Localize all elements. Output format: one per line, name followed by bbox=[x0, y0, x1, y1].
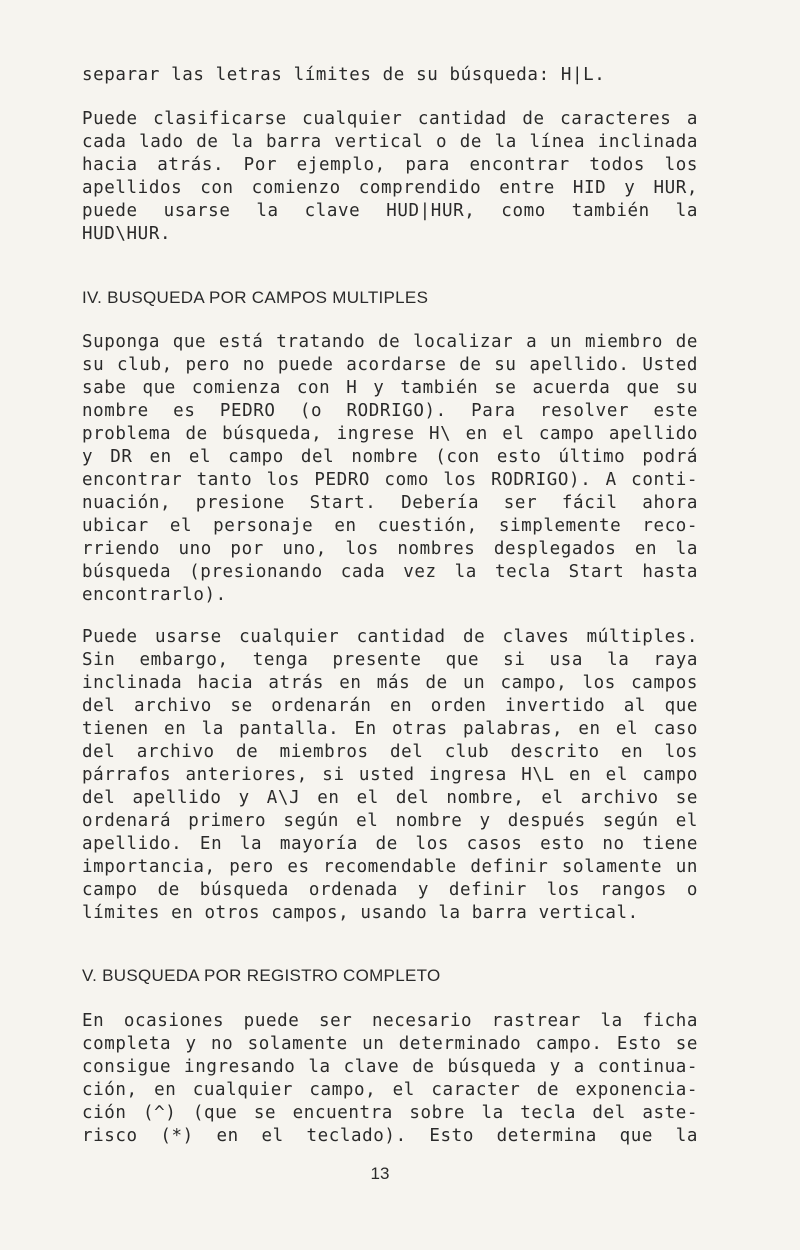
text-line: rriendo uno por uno, los nombres desplegados en la bbox=[82, 539, 698, 559]
text-line: campo de búsqueda ordenada y definir los rangos o bbox=[82, 880, 698, 900]
text-line: y DR en el campo del nombre (con esto último podrá bbox=[82, 447, 698, 467]
section-heading-v: V. BUSQUEDA POR REGISTRO COMPLETO bbox=[82, 966, 441, 985]
text-line: HUD\HUR. bbox=[82, 224, 172, 244]
text-line: Suponga que está tratando de localizar a un miembro de bbox=[82, 332, 698, 352]
text-line: del archivo se ordenarán en orden invertido al que bbox=[82, 696, 698, 716]
text-line: risco (*) en el teclado). Esto determina que la bbox=[82, 1126, 698, 1146]
text-line: Puede usarse cualquier cantidad de claves múltiples. bbox=[82, 627, 698, 647]
text-line: inclinada hacia atrás en más de un campo, los campos bbox=[82, 673, 698, 693]
text-line: ubicar el personaje en cuestión, simplemente reco- bbox=[82, 516, 698, 536]
text-line: En ocasiones puede ser necesario rastrear la ficha bbox=[82, 1011, 698, 1031]
text-line: sabe que comienza con H y también se acuerda que su bbox=[82, 378, 698, 398]
text-line: del archivo de miembros del club descrito en los bbox=[82, 742, 698, 762]
text-line: completa y no solamente un determinado campo. Esto se bbox=[82, 1034, 698, 1054]
text-line: problema de búsqueda, ingrese H\ en el campo apellido bbox=[82, 424, 698, 444]
text-line: encontrar tanto los PEDRO como los RODRIGO). A conti- bbox=[82, 470, 698, 490]
text-line: encontrarlo). bbox=[82, 585, 227, 605]
text-line: apellidos con comienzo comprendido entre HID y HUR, bbox=[82, 178, 698, 198]
text-line: búsqueda (presionando cada vez la tecla Start hasta bbox=[82, 562, 698, 582]
text-line: Sin embargo, tenga presente que si usa la raya bbox=[82, 650, 698, 670]
text-line: hacia atrás. Por ejemplo, para encontrar todos los bbox=[82, 155, 698, 175]
text-line: tienen en la pantalla. En otras palabras, en el caso bbox=[82, 719, 698, 739]
text-line: párrafos anteriores, si usted ingresa H\L en el campo bbox=[82, 765, 698, 785]
text-line: su club, pero no puede acordarse de su apellido. Usted bbox=[82, 355, 698, 375]
text-line: Puede clasificarse cualquier cantidad de caracteres a bbox=[82, 109, 698, 129]
text-line: puede usarse la clave HUD|HUR, como también la bbox=[82, 201, 698, 221]
text-line: importancia, pero es recomendable definir solamente un bbox=[82, 857, 698, 877]
text-line: ción (^) (que se encuentra sobre la tecla del aste- bbox=[82, 1103, 698, 1123]
text-line: ordenará primero según el nombre y después según el bbox=[82, 811, 698, 831]
text-line: nombre es PEDRO (o RODRIGO). Para resolver este bbox=[82, 401, 698, 421]
text-line: del apellido y A\J en el del nombre, el archivo se bbox=[82, 788, 698, 808]
text-line: consigue ingresando la clave de búsqueda y a continua- bbox=[82, 1057, 698, 1077]
text-line: apellido. En la mayoría de los casos esto no tiene bbox=[82, 834, 698, 854]
text-line: ción, en cualquier campo, el caracter de exponencia- bbox=[82, 1080, 698, 1100]
text-line: cada lado de la barra vertical o de la línea inclinada bbox=[82, 132, 698, 152]
page-number: 13 bbox=[370, 1164, 390, 1183]
intro-line: separar las letras límites de su búsqueda: H|L. bbox=[82, 65, 606, 85]
text-line: nuación, presione Start. Debería ser fácil ahora bbox=[82, 493, 698, 513]
text-line: límites en otros campos, usando la barra vertical. bbox=[82, 903, 639, 923]
section-heading-iv: IV. BUSQUEDA POR CAMPOS MULTIPLES bbox=[82, 288, 429, 307]
